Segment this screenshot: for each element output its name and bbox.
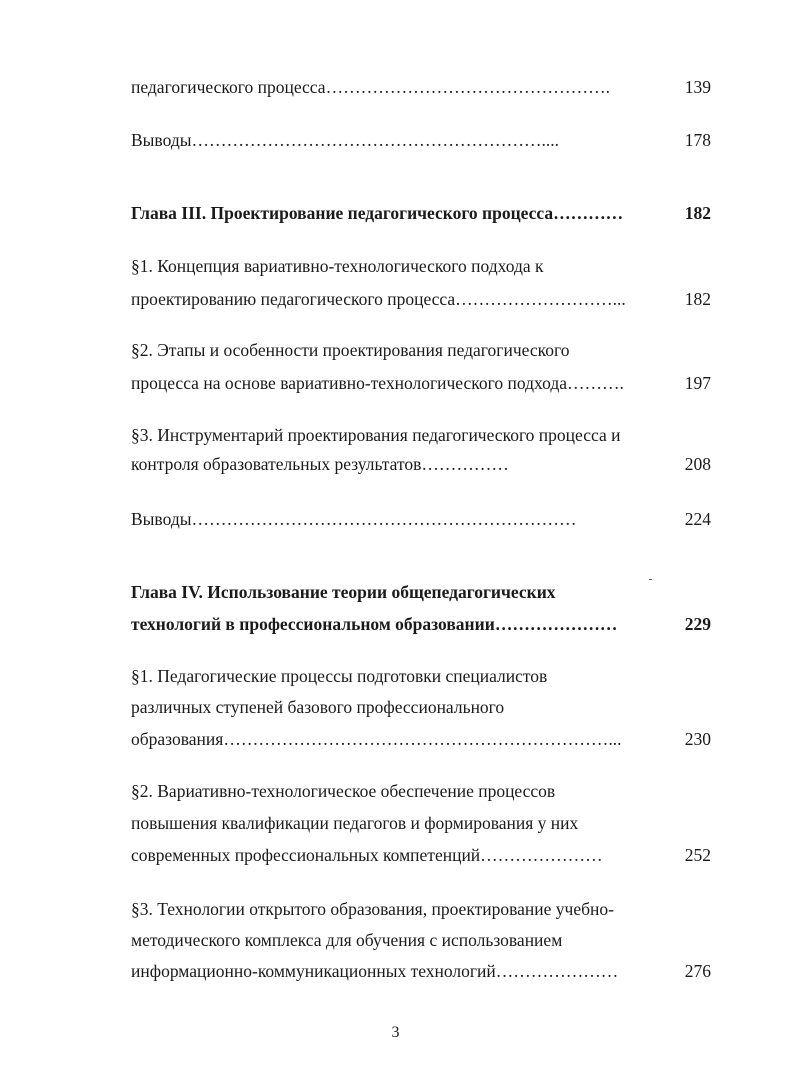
toc-leader-dots: …………………………………………. — [325, 77, 610, 97]
toc-entry-text: процесса на основе вариативно-технологического подхода — [131, 373, 568, 393]
toc-entry-text: §3. Инструментарий проектирования педагогического процесса и — [131, 425, 621, 445]
toc-entry-text: Выводы — [131, 509, 192, 529]
toc-line — [131, 338, 711, 362]
toc-page-number: 230 — [684, 729, 711, 749]
toc-line — [131, 371, 711, 395]
toc-line — [131, 928, 711, 952]
toc-leader-dots: ………………………………………………………… — [191, 509, 577, 529]
toc-entry-text: §1. Концепция вариативно-технологического подхода к — [131, 256, 544, 276]
toc-line — [131, 779, 711, 803]
toc-line — [131, 75, 711, 99]
toc-page-number: 252 — [684, 845, 711, 865]
toc-leader-dots: ………. — [567, 373, 624, 393]
toc-leader-dots: ………………… — [494, 614, 618, 634]
toc-entry-text: различных ступеней базового профессионального — [131, 697, 505, 717]
toc-line — [131, 727, 711, 751]
toc-entry-text: современных профессиональных компетенций — [131, 845, 481, 865]
toc-leader-dots: …………… — [421, 454, 509, 474]
page-number: 3 — [391, 1024, 400, 1041]
toc-entry-text: Глава III. Проектирование педагогического процесса — [131, 203, 554, 223]
toc-entry-text: методического комплекса для обучения с использованием — [131, 930, 563, 950]
toc-line — [131, 959, 711, 983]
toc-leader-dots: ………………………... — [455, 289, 626, 309]
toc-page-number: 182 — [684, 289, 711, 309]
toc-line — [131, 287, 711, 311]
toc-leader-dots: …………………………………………………………... — [223, 729, 622, 749]
toc-line — [131, 695, 711, 719]
toc-entry-text: образования — [131, 729, 224, 749]
toc-page-number: 224 — [684, 509, 711, 529]
scan-speck — [649, 579, 652, 580]
toc-line — [131, 254, 711, 278]
toc-page-number: 208 — [684, 454, 711, 474]
toc-entry-text: контроля образовательных результатов — [131, 454, 422, 474]
toc-line — [131, 612, 711, 636]
toc-entry-text: §3. Технологии открытого образования, проектирование учебно- — [131, 899, 614, 919]
toc-leader-dots: …………………………………………………….... — [191, 130, 559, 150]
toc-entry-text: §2. Вариативно-технологическое обеспечение процессов — [131, 781, 556, 801]
toc-line — [131, 423, 711, 447]
toc-entry-text: Глава IV. Использование теории общепедагогических — [131, 582, 556, 602]
toc-entry-text: повышения квалификации педагогов и формирования у них — [131, 813, 579, 833]
toc-line — [131, 843, 711, 867]
toc-line — [131, 664, 711, 688]
toc-leader-dots: ………… — [553, 203, 624, 223]
toc-entry-text: §2. Этапы и особенности проектирования педагогического — [131, 340, 570, 360]
toc-page-number: 178 — [684, 130, 711, 150]
toc-page-number: 276 — [684, 961, 711, 981]
toc-page-number: 182 — [684, 203, 711, 223]
toc-leader-dots: ………………… — [495, 961, 619, 981]
toc-line — [131, 580, 711, 604]
toc-entry-text: проектированию педагогического процесса — [131, 289, 456, 309]
toc-page-number: 139 — [684, 77, 711, 97]
toc-entry-text: технологий в профессиональном образовании — [131, 614, 495, 634]
toc-entry-text: Выводы — [131, 130, 192, 150]
toc-line — [131, 128, 711, 152]
toc-entry-text: §1. Педагогические процессы подготовки специалистов — [131, 666, 548, 686]
toc-line — [131, 897, 711, 921]
toc-page-number: 229 — [684, 614, 711, 634]
toc-entry-text: информационно-коммуникационных технологий — [131, 961, 496, 981]
toc-line — [131, 507, 711, 531]
toc-leader-dots: ………………… — [480, 845, 603, 865]
toc-page-number: 197 — [684, 373, 711, 393]
toc-line — [131, 811, 711, 835]
toc-line — [131, 452, 711, 476]
toc-entry-text: педагогического процесса — [131, 77, 326, 97]
toc-line — [131, 201, 711, 225]
